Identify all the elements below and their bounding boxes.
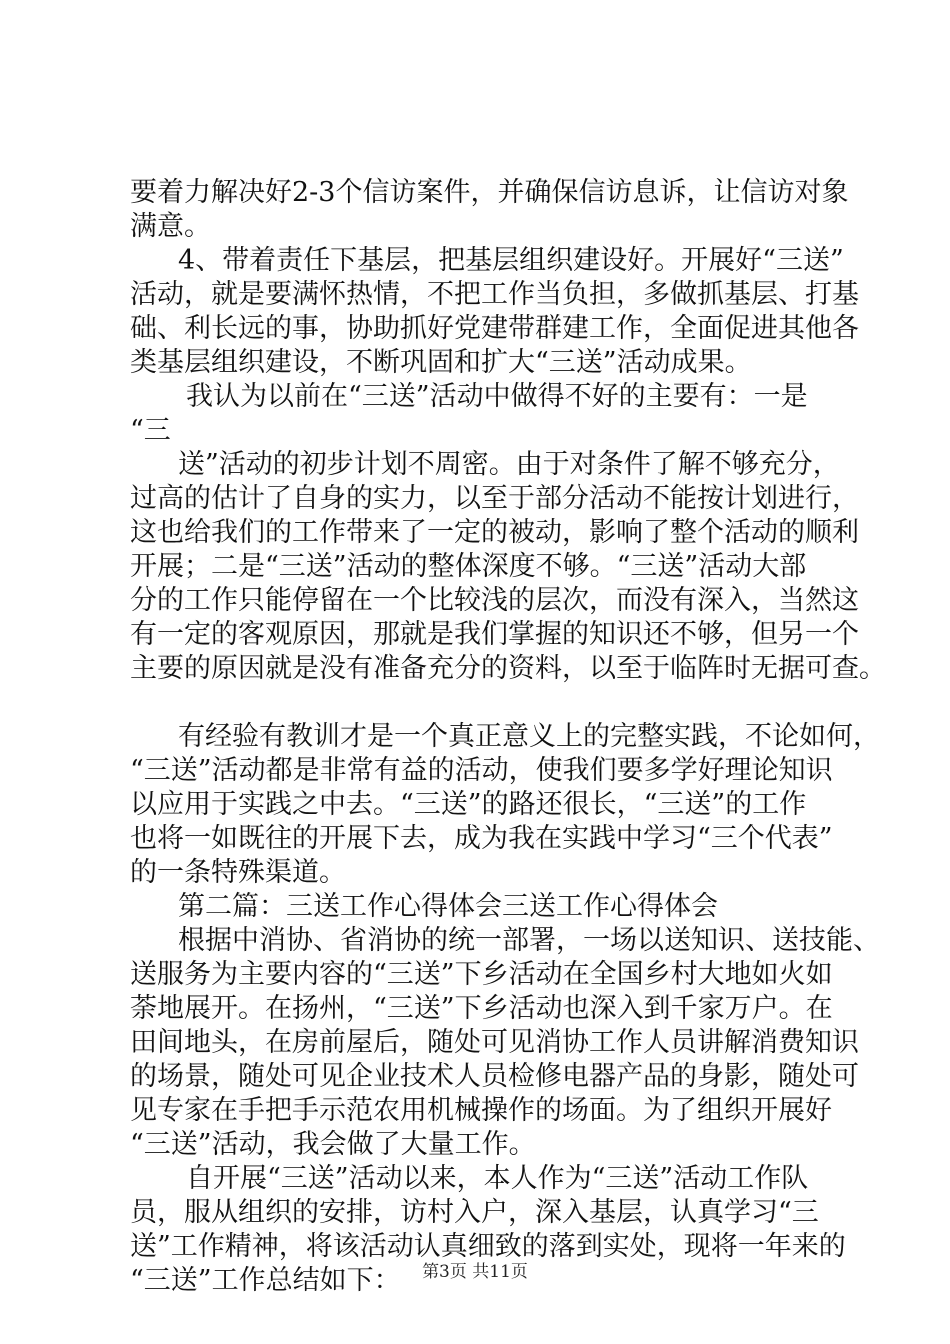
text-line: 的一条特殊渠道。 bbox=[130, 857, 346, 888]
text-line: 开展；二是“三送”活动的整体深度不够。“三送”活动大部 bbox=[130, 551, 807, 582]
text-line: 要着力解决好2-3个信访案件，并确保信访息诉，让信访对象 bbox=[130, 177, 849, 208]
text-line: 主要的原因就是没有准备充分的资料，以至于临阵时无据可查。 bbox=[130, 653, 886, 684]
text-line: 过高的估计了自身的实力，以至于部分活动不能按计划进行， bbox=[130, 483, 859, 514]
text-line: 满意。 bbox=[130, 211, 211, 242]
text-line: 送服务为主要内容的“三送”下乡活动在全国乡村大地如火如 bbox=[130, 959, 833, 990]
text-line: 见专家在手把手示范农用机械操作的场面。为了组织开展好 bbox=[130, 1095, 832, 1126]
text-line: 活动，就是要满怀热情，不把工作当负担，多做抓基层、打基 bbox=[130, 279, 859, 310]
text-line: 有一定的客观原因，那就是我们掌握的知识还不够，但另一个 bbox=[130, 619, 859, 650]
text-line: 有经验有教训才是一个真正意义上的完整实践，不论如何， bbox=[178, 721, 880, 752]
text-line: 根据中消协、省消协的统一部署，一场以送知识、送技能、 bbox=[178, 925, 880, 956]
text-line: 以应用于实践之中去。“三送”的路还很长，“三送”的工作 bbox=[130, 789, 807, 820]
text-line: 也将一如既往的开展下去，成为我在实践中学习“三个代表” bbox=[130, 823, 833, 854]
text-line: “三送”工作总结如下： bbox=[130, 1265, 401, 1296]
text-line: 础、利长远的事，协助抓好党建带群建工作，全面促进其他各 bbox=[130, 313, 859, 344]
text-line: 送”活动的初步计划不周密。由于对条件了解不够充分， bbox=[178, 449, 840, 480]
section-heading: 第二篇：三送工作心得体会三送工作心得体会 bbox=[178, 891, 718, 922]
page-number-footer: 第3页 共11页 bbox=[422, 1262, 528, 1282]
text-line: 送”工作精神，将该活动认真细致的落到实处，现将一年来的 bbox=[130, 1231, 846, 1262]
text-line: “三送”活动都是非常有益的活动，使我们要多学好理论知识 bbox=[130, 755, 833, 786]
text-line: 我认为以前在“三送”活动中做得不好的主要有：一是 bbox=[186, 381, 808, 412]
text-line: “三送”活动，我会做了大量工作。 bbox=[130, 1129, 536, 1160]
text-line: 员，服从组织的安排，访村入户，深入基层，认真学习“三 bbox=[130, 1197, 819, 1228]
text-line: 4、带着责任下基层，把基层组织建设好。开展好“三送” bbox=[178, 245, 844, 276]
text-line: 田间地头，在房前屋后，随处可见消协工作人员讲解消费知识 bbox=[130, 1027, 859, 1058]
text-line: 这也给我们的工作带来了一定的被动，影响了整个活动的顺利 bbox=[130, 517, 859, 548]
text-line: 类基层组织建设，不断巩固和扩大“三送”活动成果。 bbox=[130, 347, 752, 378]
text-line: 分的工作只能停留在一个比较浅的层次，而没有深入，当然这 bbox=[130, 585, 859, 616]
text-line: “三 bbox=[130, 415, 171, 446]
text-line: 自开展“三送”活动以来，本人作为“三送”活动工作队 bbox=[186, 1163, 809, 1194]
text-line: 的场景，随处可见企业技术人员检修电器产品的身影，随处可 bbox=[130, 1061, 859, 1092]
text-line: 荼地展开。在扬州，“三送”下乡活动也深入到千家万户。在 bbox=[130, 993, 833, 1024]
